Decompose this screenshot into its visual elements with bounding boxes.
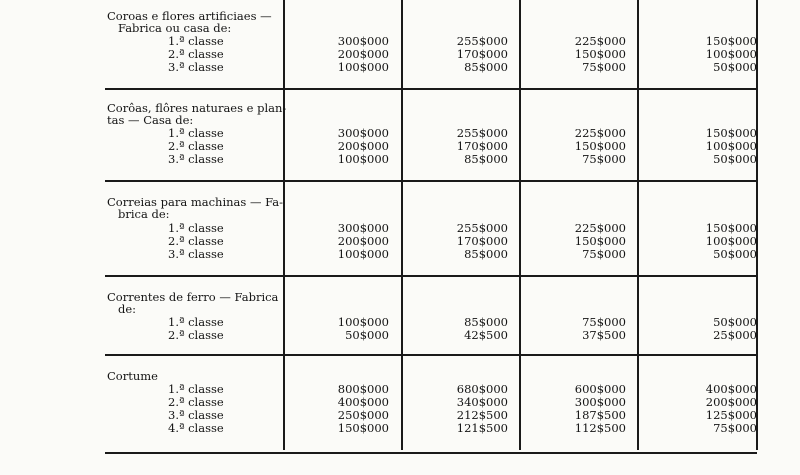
value-cell: 170$000 <box>456 47 508 61</box>
value-cell: 680$000 <box>456 382 508 396</box>
value-cell: 400$000 <box>337 395 389 409</box>
table-row <box>0 422 800 435</box>
group-title-line: tas — Casa de: <box>107 113 194 127</box>
table-row <box>0 127 800 140</box>
value-cell: 225$000 <box>574 34 626 48</box>
class-label: 2.ª classe <box>168 139 224 153</box>
group-title-line: Coroas e flores artificiaes — <box>107 9 272 23</box>
table-row <box>0 140 800 153</box>
value-cell: 400$000 <box>705 382 757 396</box>
value-cell: 300$000 <box>337 126 389 140</box>
value-cell: 255$000 <box>456 34 508 48</box>
value-cell: 170$000 <box>456 234 508 248</box>
value-cell: 50$000 <box>713 315 757 329</box>
class-label: 4.ª classe <box>168 421 224 435</box>
group-title-line: Correias para machinas — Fa- <box>107 195 284 209</box>
value-cell: 100$000 <box>337 152 389 166</box>
value-cell: 85$000 <box>464 247 508 261</box>
value-cell: 100$000 <box>337 60 389 74</box>
class-label: 1.ª classe <box>168 221 224 235</box>
table-row <box>0 222 800 235</box>
class-label: 2.ª classe <box>168 47 224 61</box>
value-cell: 50$000 <box>713 247 757 261</box>
value-cell: 200$000 <box>705 395 757 409</box>
value-cell: 340$000 <box>456 395 508 409</box>
class-label: 2.ª classe <box>168 328 224 342</box>
group-title-line: brica de: <box>118 207 170 221</box>
table-row <box>0 316 800 329</box>
value-cell: 200$000 <box>337 47 389 61</box>
table-row <box>0 396 800 409</box>
value-cell: 121$500 <box>456 421 508 435</box>
group-title-line: Cortume <box>107 369 158 383</box>
value-cell: 187$500 <box>574 408 626 422</box>
value-cell: 100$000 <box>705 139 757 153</box>
value-cell: 200$000 <box>337 139 389 153</box>
value-cell: 300$000 <box>574 395 626 409</box>
table-row <box>0 235 800 248</box>
value-cell: 50$000 <box>713 60 757 74</box>
value-cell: 100$000 <box>705 47 757 61</box>
row-divider <box>105 354 757 356</box>
value-cell: 75$000 <box>582 152 626 166</box>
row-divider <box>105 180 757 182</box>
class-label: 1.ª classe <box>168 315 224 329</box>
table-row <box>0 383 800 396</box>
value-cell: 150$000 <box>705 126 757 140</box>
table-row <box>0 35 800 48</box>
class-label: 1.ª classe <box>168 382 224 396</box>
value-cell: 112$500 <box>574 421 626 435</box>
value-cell: 100$000 <box>705 234 757 248</box>
value-cell: 85$000 <box>464 60 508 74</box>
value-cell: 75$000 <box>582 247 626 261</box>
table-row <box>0 409 800 422</box>
row-divider <box>105 88 757 90</box>
value-cell: 250$000 <box>337 408 389 422</box>
value-cell: 50$000 <box>345 328 389 342</box>
value-cell: 212$500 <box>456 408 508 422</box>
value-cell: 75$000 <box>713 421 757 435</box>
value-cell: 50$000 <box>713 152 757 166</box>
value-cell: 600$000 <box>574 382 626 396</box>
table-bottom-rule <box>105 452 757 454</box>
table-row <box>0 48 800 61</box>
table-row <box>0 329 800 342</box>
value-cell: 170$000 <box>456 139 508 153</box>
class-label: 2.ª classe <box>168 234 224 248</box>
value-cell: 800$000 <box>337 382 389 396</box>
value-cell: 150$000 <box>574 234 626 248</box>
value-cell: 75$000 <box>582 60 626 74</box>
value-cell: 300$000 <box>337 221 389 235</box>
value-cell: 255$000 <box>456 221 508 235</box>
class-label: 2.ª classe <box>168 395 224 409</box>
value-cell: 100$000 <box>337 315 389 329</box>
value-cell: 200$000 <box>337 234 389 248</box>
value-cell: 225$000 <box>574 126 626 140</box>
value-cell: 150$000 <box>337 421 389 435</box>
value-cell: 100$000 <box>337 247 389 261</box>
row-divider <box>105 275 757 277</box>
value-cell: 150$000 <box>705 221 757 235</box>
value-cell: 85$000 <box>464 315 508 329</box>
value-cell: 125$000 <box>705 408 757 422</box>
value-cell: 300$000 <box>337 34 389 48</box>
table-row <box>0 61 800 74</box>
table-row <box>0 248 800 261</box>
class-label: 3.ª classe <box>168 152 224 166</box>
group-title-line: de: <box>118 302 137 316</box>
class-label: 3.ª classe <box>168 408 224 422</box>
table-row <box>0 153 800 166</box>
group-title-line: Correntes de ferro — Fabrica <box>107 290 279 304</box>
value-cell: 75$000 <box>582 315 626 329</box>
group-title-line: Corôas, flôres naturaes e plan- <box>107 101 287 115</box>
class-label: 1.ª classe <box>168 34 224 48</box>
value-cell: 85$000 <box>464 152 508 166</box>
class-label: 3.ª classe <box>168 247 224 261</box>
value-cell: 150$000 <box>574 139 626 153</box>
value-cell: 37$500 <box>582 328 626 342</box>
value-cell: 150$000 <box>574 47 626 61</box>
class-label: 3.ª classe <box>168 60 224 74</box>
value-cell: 255$000 <box>456 126 508 140</box>
value-cell: 42$500 <box>464 328 508 342</box>
value-cell: 225$000 <box>574 221 626 235</box>
class-label: 1.ª classe <box>168 126 224 140</box>
value-cell: 25$000 <box>713 328 757 342</box>
value-cell: 150$000 <box>705 34 757 48</box>
group-title-line: Fabrica ou casa de: <box>118 21 232 35</box>
